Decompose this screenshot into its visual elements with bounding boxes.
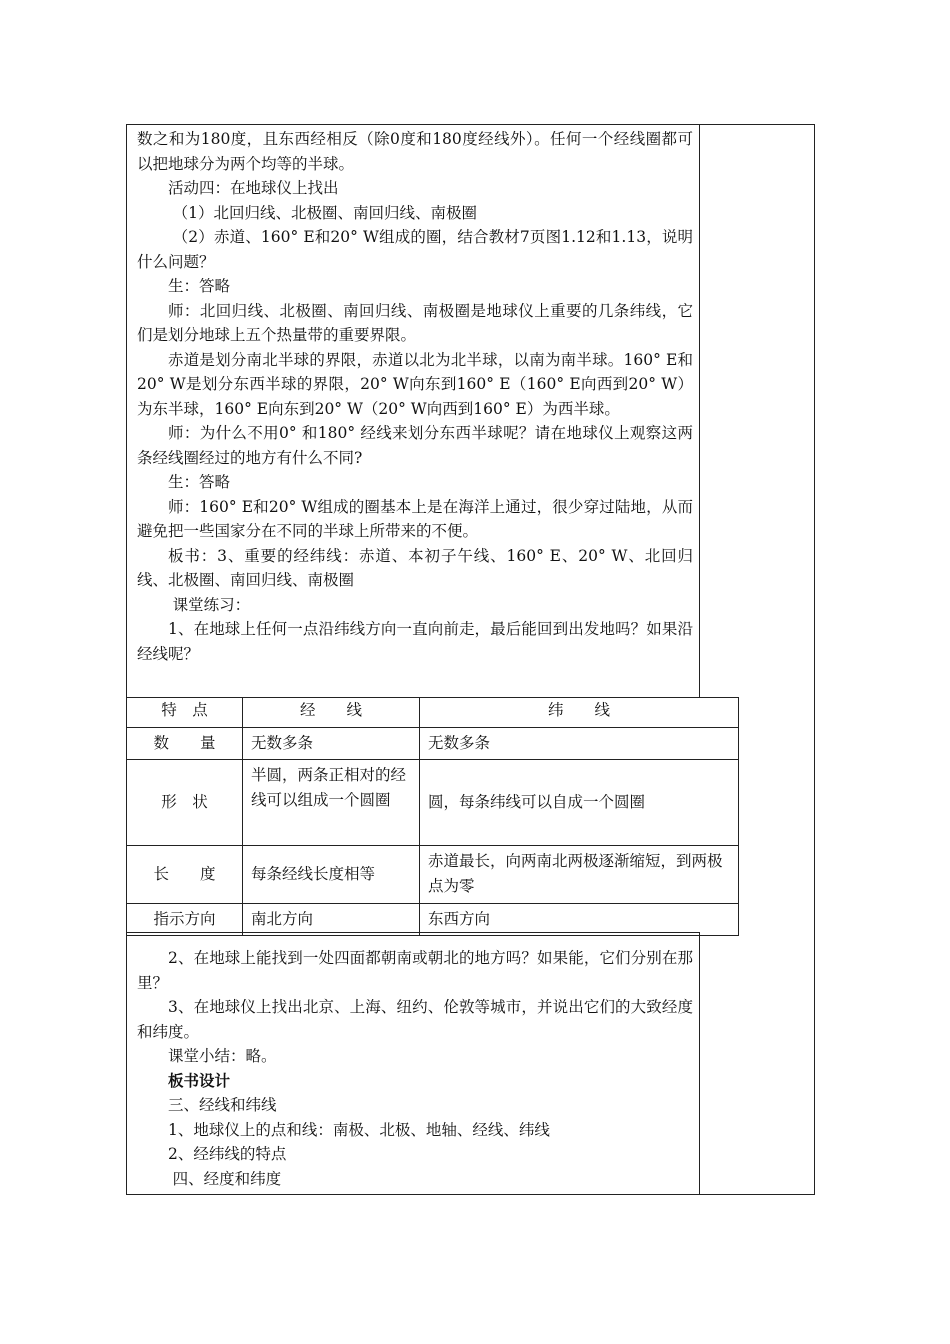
paragraph: 师：160° E和20° W组成的圈基本上是在海洋上通过，很少穿过陆地，从而避免把一些国家分在不同的半球上所带来的不便。 <box>137 497 693 540</box>
table-row <box>127 728 739 760</box>
header-cell: 特 点 <box>127 698 243 728</box>
paragraph: 2、经纬线的特点 <box>168 1145 287 1163</box>
lesson-text-bottom <box>137 946 693 1191</box>
paragraph: 师：北回归线、北极圈、南回归线、南极圈是地球仪上重要的几条纬线，它们是划分地球上五个热量带的重要界限。 <box>137 301 693 344</box>
features-table <box>126 697 739 936</box>
table-header-row <box>127 698 739 728</box>
row-label: 数 量 <box>127 728 243 760</box>
row-label: 长 度 <box>127 846 243 904</box>
header-cell: 纬 线 <box>420 698 739 728</box>
table-cell: 无数多条 <box>420 728 739 760</box>
paragraph: 生：答略 <box>168 277 231 295</box>
table-cell: 赤道最长，向两南北两极逐渐缩短，到两极点为零 <box>420 846 739 904</box>
table-cell: 半圆，两条正相对的经线可以组成一个圆圈 <box>243 760 420 846</box>
row-label: 形 状 <box>127 760 243 846</box>
paragraph: 3、在地球仪上找出北京、上海、纽约、伦敦等城市，并说出它们的大致经度和纬度。 <box>137 998 693 1041</box>
paragraph: 课堂练习： <box>172 595 251 614</box>
paragraph: 课堂小结：略。 <box>168 1047 277 1065</box>
paragraph: 赤道是划分南北半球的界限，赤道以北为北半球，以南为南半球。160° E和20° W是划分东西半球的界限，20° W向东到160° E（160° E向西到20° W）为东半球，160° E向东到20° W（20° W向西到160° E）为西半球。 <box>137 350 693 418</box>
paragraph: （1）北回归线、北极圈、南回归线、南极圈 <box>172 203 478 222</box>
paragraph: 生：答略 <box>168 473 231 491</box>
table-cell: 圆，每条纬线可以自成一个圆圈 <box>420 760 739 846</box>
paragraph: 1、地球仪上的点和线：南极、北极、地轴、经线、纬线 <box>168 1120 550 1139</box>
paragraph: 师：为什么不用0° 和180° 经线来划分东西半球呢？请在地球仪上观察这两条经线圈经过的地方有什么不同? <box>137 424 693 467</box>
paragraph: 1、在地球上任何一点沿纬线方向一直向前走，最后能回到出发地吗？如果沿经线呢？ <box>137 620 693 663</box>
table-row <box>127 760 739 846</box>
header-cell: 经 线 <box>243 698 420 728</box>
section-heading: 板书设计 <box>168 1070 231 1090</box>
lesson-text-top <box>137 127 693 666</box>
paragraph: 2、在地球上能找到一处四面都朝南或朝北的地方吗？如果能，它们分别在那里？ <box>137 949 693 992</box>
table-row <box>127 904 739 936</box>
column-divider-top <box>699 124 700 698</box>
table-cell: 东西方向 <box>420 904 739 936</box>
paragraph: 数之和为180度，且东西经相反（除0度和180度经线外）。任何一个经线圈都可以把地球分为两个均等的半球。 <box>137 130 693 173</box>
table-cell: 每条经线长度相等 <box>243 846 420 904</box>
paragraph: 板书：3、重要的经纬线：赤道、本初子午线、160° E、20° W、北回归线、北极圈、南回归线、南极圈 <box>137 546 693 589</box>
table-cell: 无数多条 <box>243 728 420 760</box>
table-cell: 南北方向 <box>243 904 420 936</box>
paragraph: 活动四：在地球仪上找出 <box>168 179 339 197</box>
table-row <box>127 846 739 904</box>
paragraph: 四、经度和纬度 <box>172 1169 282 1188</box>
column-divider-bottom <box>699 932 700 1195</box>
row-label: 指示方向 <box>127 904 243 936</box>
paragraph: 三、经线和纬线 <box>168 1096 277 1114</box>
paragraph: （2）赤道、160° E和20° W组成的圈，结合教材7页图1.12和1.13，说明什么问题？ <box>137 228 693 271</box>
